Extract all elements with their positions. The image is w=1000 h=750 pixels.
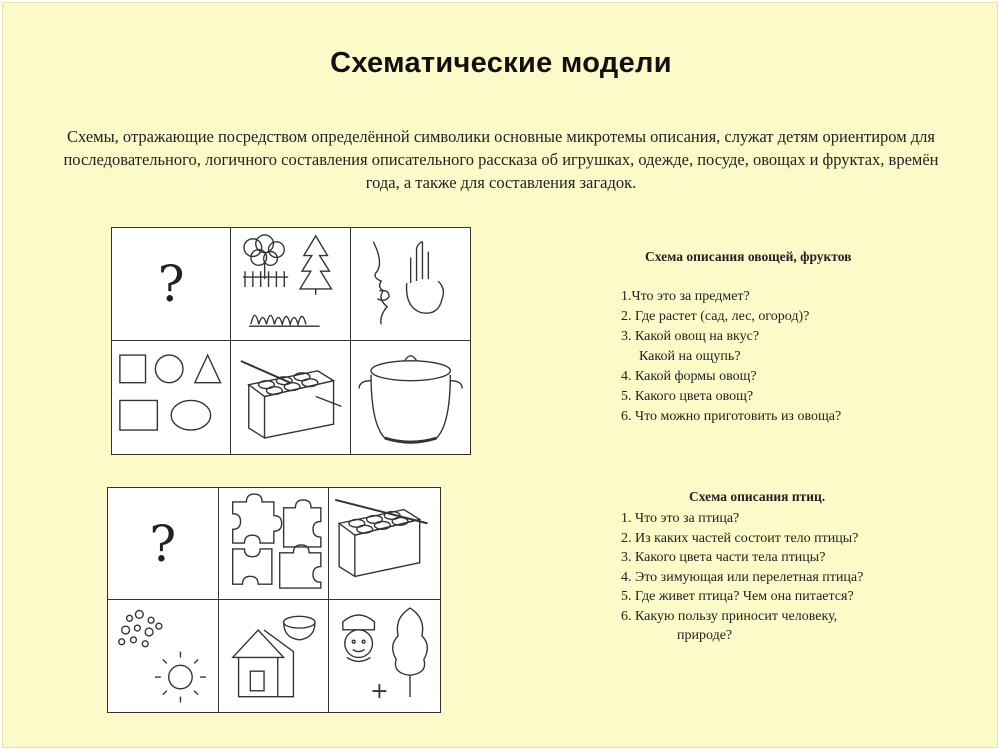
scheme2-line: природе? [677, 628, 733, 643]
scheme1-line: 5. Какого цвета овощ? [621, 389, 754, 404]
scheme2-grid [107, 487, 441, 713]
scheme1-cell-question [112, 228, 231, 341]
taste-touch-icon [351, 228, 470, 340]
scheme1-cell-pot [351, 341, 470, 454]
paint-palette-icon [231, 341, 349, 454]
question-mark-icon: ? [157, 255, 185, 313]
cooking-pot-icon [351, 341, 470, 454]
scheme2-cell-seasons [108, 600, 219, 712]
paint-palette-icon [329, 488, 440, 599]
seasons-icon [108, 600, 218, 712]
intro-paragraph: Схемы, отражающие посредством определённой символики основные микротемы описания, служат детям ориентиром для последовательного, логичного составления описательного рассказа об игрушках, одежде, посуде, овощах и фруктах, времён года, а также для составления загадок. [63, 127, 939, 192]
scheme2-line: 4. Это зимующая или перелетная птица? [621, 569, 864, 585]
scheme2-heading: Схема описания птиц. [689, 489, 826, 504]
scheme1-cell-garden [231, 228, 350, 341]
page-title: Схематические модели [330, 47, 672, 79]
scheme1-line: 2. Где растет (сад, лес, огород)? [621, 309, 810, 324]
scheme2-cell-puzzle [219, 488, 330, 600]
scheme2-line: 5. Где живет птица? Чем она питается? [621, 589, 854, 604]
scheme2-text [621, 489, 951, 646]
scheme1-cell-taste-touch [351, 228, 470, 341]
scheme1-heading: Схема описания овощей, фруктов [645, 249, 852, 264]
scheme2-cell-question [108, 488, 219, 600]
scheme1-line: 3. Какой овощ на вкус? [621, 329, 760, 344]
scheme1-line: Какой на ощупь? [639, 349, 741, 364]
scheme1-cell-shapes [112, 341, 231, 454]
scheme2-line: 3. Какого цвета части тела птицы? [621, 550, 826, 565]
scheme2-cell-colors [329, 488, 440, 600]
slide [2, 2, 998, 748]
scheme2-line: 1. Что это за птица? [621, 511, 740, 526]
scheme2-line: 2. Из каких частей состоит тело птицы? [621, 530, 859, 546]
scheme1-line: 4. Какой формы овощ? [621, 369, 757, 384]
person-tree-icon [329, 600, 440, 712]
question-mark-icon: ? [149, 514, 177, 573]
scheme1-line: 1.Что это за предмет? [621, 289, 750, 304]
scheme1-cell-colors [231, 341, 350, 454]
birdhouse-food-icon [219, 600, 329, 712]
shapes-icon [112, 341, 230, 454]
scheme1-text [621, 249, 941, 427]
puzzle-pieces-icon [219, 488, 329, 599]
garden-forest-icon [231, 228, 349, 340]
scheme1-line: 6. Что можно приготовить из овоща? [621, 409, 842, 424]
scheme2-cell-person-tree [329, 600, 440, 712]
scheme2-line: 6. Какую пользу приносит человеку, [621, 608, 838, 624]
scheme2-cell-birdhouse [219, 600, 330, 712]
scheme1-grid [111, 227, 471, 455]
